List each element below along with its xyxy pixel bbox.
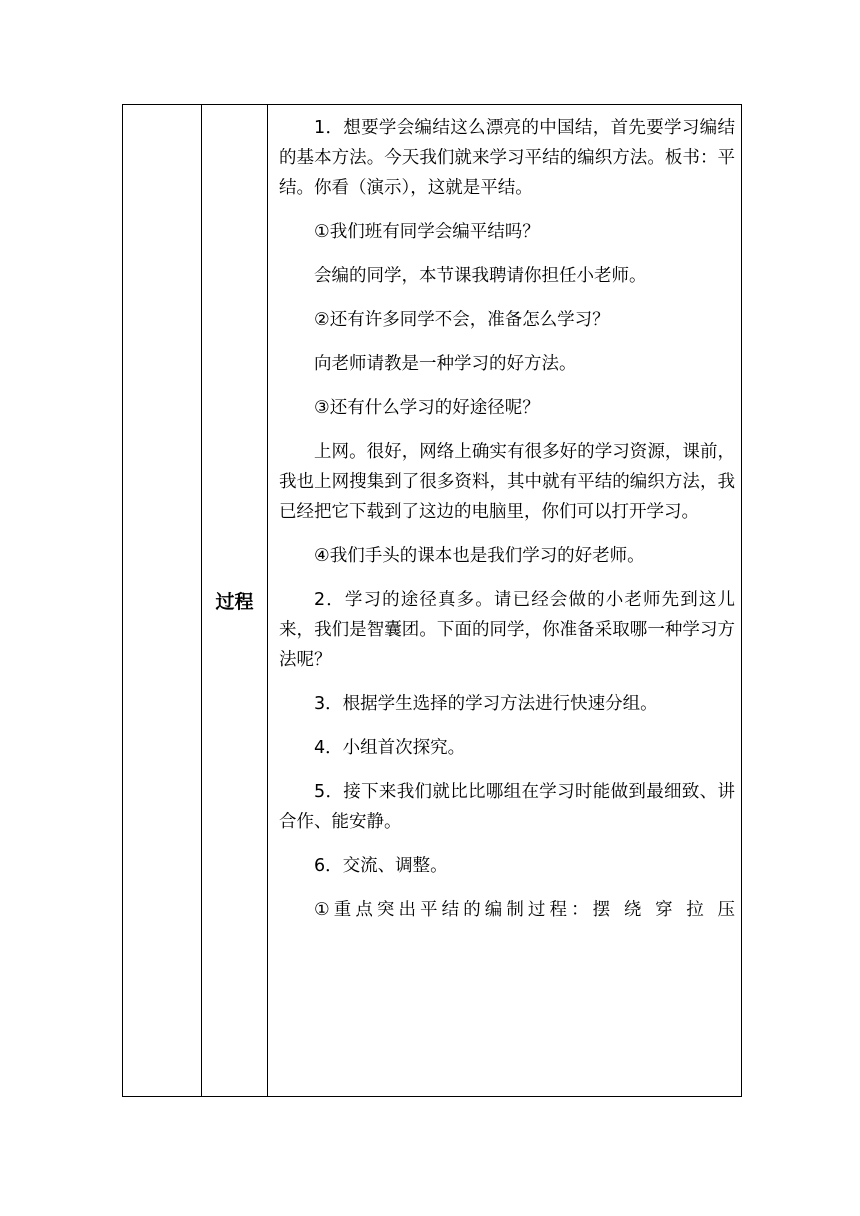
stage-cell: [202, 105, 268, 1097]
paragraph: 2．学习的途径真多。请已经会做的小老师先到这儿来，我们是智囊团。下面的同学，你准备采取哪一种学习方法呢？: [279, 590, 735, 670]
paragraph: 5．接下来我们就比比哪组在学习时能做到最细致、讲合作、能安静。: [279, 782, 735, 832]
paragraph: ①重点突出平结的编制过程：摆 绕 穿 拉 压: [314, 900, 735, 920]
paragraph: ②还有许多同学不会，准备怎么学习？: [314, 310, 610, 330]
paragraph: 6．交流、调整。: [314, 856, 448, 876]
content-cell: [268, 105, 742, 1097]
paragraph: 上网。很好，网络上确实有很多好的学习资源，课前，我也上网搜集到了很多资料，其中就有平结的编织方法，我已经把它下载到了这边的电脑里，你们可以打开学习。: [279, 442, 735, 522]
table-row: [123, 105, 742, 1097]
lesson-plan-table: [122, 104, 742, 1097]
paragraph: 4．小组首次探究。: [314, 738, 466, 758]
content-body: [279, 105, 735, 925]
paragraph: 3．根据学生选择的学习方法进行快速分组。: [314, 694, 658, 714]
stage-label: 过程: [215, 591, 254, 613]
paragraph: 1．想要学会编结这么漂亮的中国结，首先要学习编结的基本方法。今天我们就来学习平结的编织方法。板书：平结。你看（演示），这就是平结。: [279, 118, 735, 198]
paragraph: ③还有什么学习的好途径呢？: [314, 398, 540, 418]
paragraph: 向老师请教是一种学习的好方法。: [314, 354, 577, 374]
paragraph: ④我们手头的课本也是我们学习的好老师。: [314, 546, 645, 566]
paragraph: ①我们班有同学会编平结吗？: [314, 222, 540, 242]
paragraph: 会编的同学，本节课我聘请你担任小老师。: [314, 266, 647, 286]
empty-category-cell: [123, 105, 202, 1097]
